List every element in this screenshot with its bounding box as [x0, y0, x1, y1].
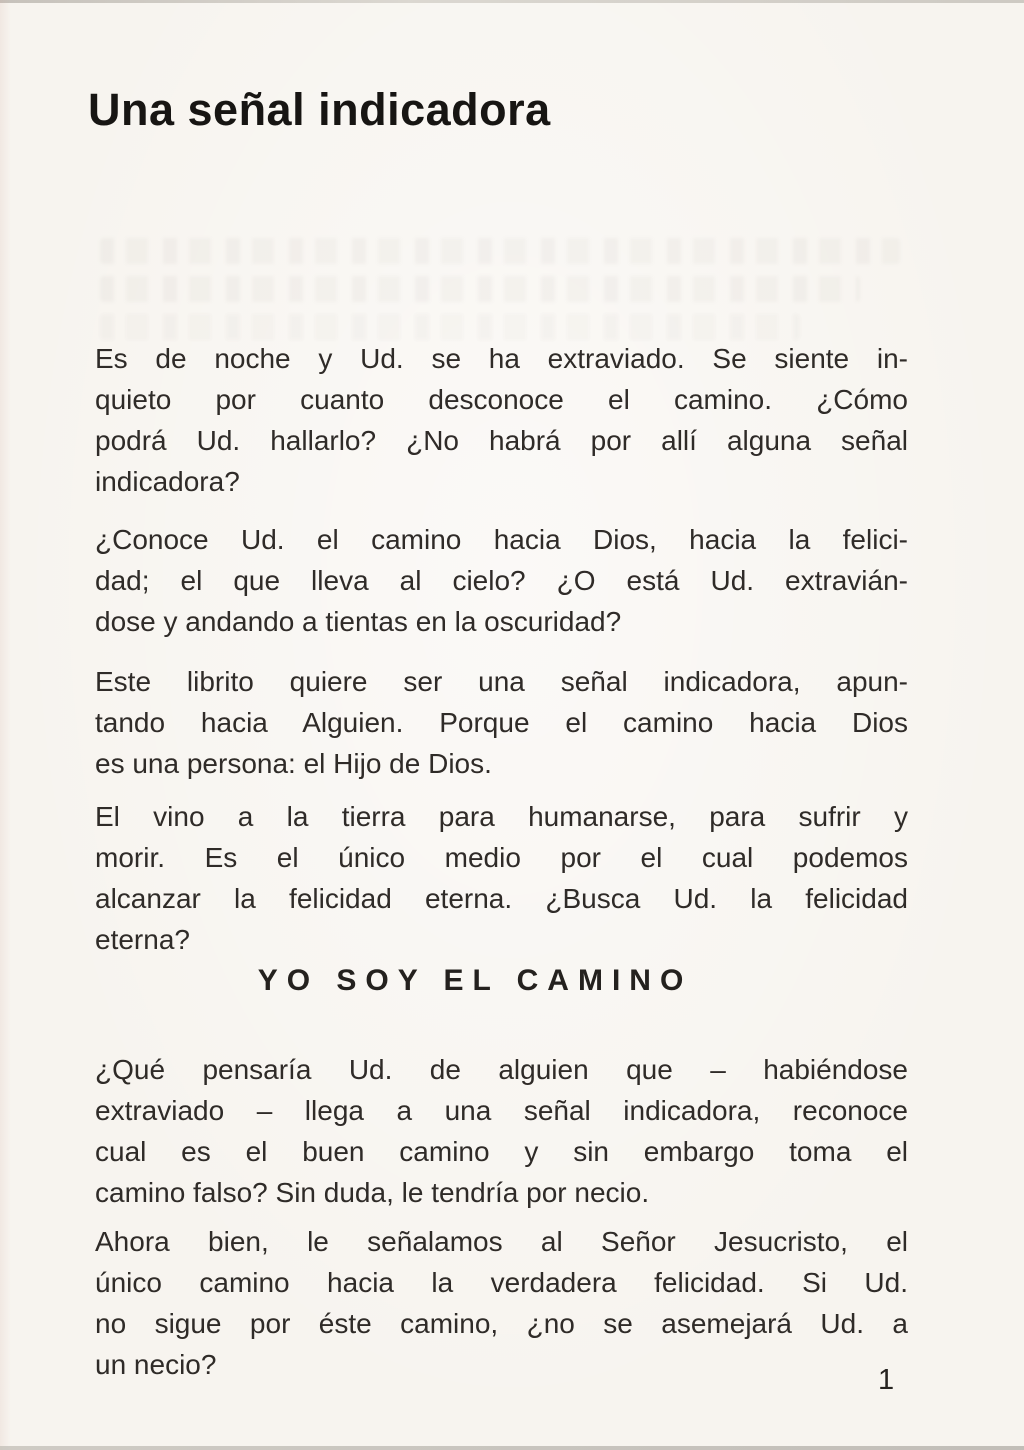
paragraph-1 — [95, 338, 908, 502]
ink-bleedthrough — [100, 276, 860, 302]
text-line: dad; el que lleva al cielo? ¿O está Ud. extravián- — [95, 565, 908, 596]
paragraph-3 — [95, 661, 908, 784]
ink-bleedthrough — [100, 238, 900, 264]
text-line: Este librito quiere ser una señal indicadora, apun- — [95, 666, 908, 697]
page-title: Una señal indicadora — [88, 84, 551, 135]
paragraph-6 — [95, 1221, 908, 1385]
text-line: indicadora? — [95, 466, 240, 497]
text-line: eterna? — [95, 924, 190, 955]
text-line: único camino hacia la verdadera felicidad. Si Ud. — [95, 1267, 908, 1298]
text-line: camino falso? Sin duda, le tendría por necio. — [95, 1177, 650, 1208]
text-line: Ahora bien, le señalamos al Señor Jesucristo, el — [95, 1226, 908, 1257]
text-line: quieto por cuanto desconoce el camino. ¿Cómo — [95, 384, 908, 415]
text-line: cual es el buen camino y sin embargo toma el — [95, 1136, 908, 1167]
text-line: un necio? — [95, 1349, 217, 1380]
text-line: tando hacia Alguien. Porque el camino hacia Dios — [95, 707, 908, 738]
text-line: El vino a la tierra para humanarse, para sufrir y — [95, 801, 908, 832]
scan-edge-bottom — [0, 1446, 1024, 1450]
paragraph-4 — [95, 796, 908, 960]
page-number: 1 — [878, 1364, 895, 1396]
text-line: morir. Es el único medio por el cual podemos — [95, 842, 908, 873]
scan-edge-top — [0, 0, 1024, 3]
paragraph-5 — [95, 1049, 908, 1213]
text-line: dose y andando a tientas en la oscuridad? — [95, 606, 622, 637]
text-line: ¿Qué pensaría Ud. de alguien que – habiéndose — [95, 1054, 908, 1085]
text-line: es una persona: el Hijo de Dios. — [95, 748, 492, 779]
text-line: Es de noche y Ud. se ha extraviado. Se siente in- — [95, 343, 908, 374]
text-line: podrá Ud. hallarlo? ¿No habrá por allí alguna señal — [95, 425, 908, 456]
text-line: no sigue por éste camino, ¿no se asemejará Ud. a — [95, 1308, 908, 1339]
ink-bleedthrough — [100, 314, 800, 340]
text-line: extraviado – llega a una señal indicadora, reconoce — [95, 1095, 908, 1126]
scan-edge-left — [0, 0, 12, 1450]
paragraph-2 — [95, 519, 908, 642]
text-line: ¿Conoce Ud. el camino hacia Dios, hacia la felici- — [95, 524, 908, 555]
text-line: alcanzar la felicidad eterna. ¿Busca Ud. la felicidad — [95, 883, 908, 914]
section-heading: YO SOY EL CAMINO — [257, 964, 693, 997]
